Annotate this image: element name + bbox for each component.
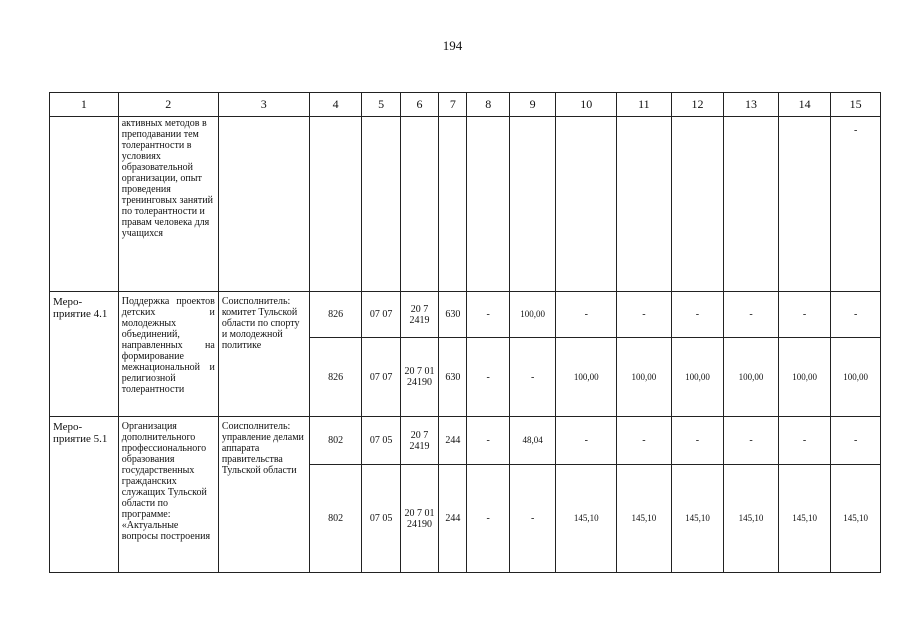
table-cell: 145,10 [831,465,881,573]
table-cell: 100,00 [831,338,881,417]
table-cell: 145,10 [556,465,617,573]
table-cell: 20 7 2419 [400,292,438,338]
header-cell: 4 [309,93,362,117]
co-executor: Соисполнитель: управление делами аппарата правительства Тульской области [218,417,309,573]
table-cell: 100,00 [724,338,779,417]
table-cell: - [831,292,881,338]
table-cell: 826 [309,292,362,338]
table-cell: 07 07 [362,292,400,338]
co-executor: Соисполнитель: комитет Тульской области по спорту и молодежной политике [218,292,309,417]
header-cell: 15 [831,93,881,117]
table-cell [617,117,672,292]
table-cell: - [617,417,672,465]
table-cell: - [671,417,724,465]
header-cell: 11 [617,93,672,117]
table-cell [467,117,509,292]
table-cell: 20 7 2419 [400,417,438,465]
table-cell: 100,00 [617,338,672,417]
table-cell [400,117,438,292]
table-cell [778,117,831,292]
table-cell: - [467,338,509,417]
page-number: 194 [442,38,463,53]
table-cell: 145,10 [778,465,831,573]
table-cell: 244 [439,465,467,573]
table-row-continuation [50,117,881,292]
table-cell: - [467,465,509,573]
header-cell: 8 [467,93,509,117]
header-cell: 12 [671,93,724,117]
table-cell [218,117,309,292]
table-cell [439,117,467,292]
table-cell [671,117,724,292]
table-cell: - [724,417,779,465]
table-cell [50,117,119,292]
table-cell: 07 05 [362,465,400,573]
table-cell [362,117,400,292]
table-cell: - [724,292,779,338]
table-row-measure-4-1 [50,292,881,338]
table-cell [509,117,556,292]
measure-description: Поддержка проектов детских и молодежных объединений, направленных на формирование межнациональной и религиозной толерантности [118,292,218,417]
table-cell: 07 05 [362,417,400,465]
header-cell: 6 [400,93,438,117]
table-cell: 48,04 [509,417,556,465]
table-cell: 826 [309,338,362,417]
measure-id: Меро-приятие 5.1 [50,417,119,573]
table-cell: - [831,417,881,465]
table-cell: - [509,465,556,573]
table-cell: 630 [439,338,467,417]
table-cell: - [509,338,556,417]
table-cell: 145,10 [724,465,779,573]
header-cell: 13 [724,93,779,117]
measure-description: Организация дополнительного профессионального образования государственных гражданских служащих Тульской области по программе: «Актуальные вопросы построения [118,417,218,573]
table-cell: 630 [439,292,467,338]
measure-description: активных методов в преподавании тем толерантности в условиях образовательной организации, опыт проведения тренинговых занятий по толерантности и правам человека для учащихся [118,117,218,292]
header-cell: 3 [218,93,309,117]
table-cell: 802 [309,417,362,465]
header-cell: 1 [50,93,119,117]
table-cell: 100,00 [671,338,724,417]
table-cell: - [467,417,509,465]
table-cell: 100,00 [509,292,556,338]
table-cell: - [556,417,617,465]
table-cell: - [778,417,831,465]
table-cell: - [671,292,724,338]
table-cell: 802 [309,465,362,573]
table-cell: - [617,292,672,338]
header-cell: 10 [556,93,617,117]
header-cell: 2 [118,93,218,117]
table-cell [309,117,362,292]
table-cell: 100,00 [556,338,617,417]
measure-id: Меро-приятие 4.1 [50,292,119,417]
table-cell: - [556,292,617,338]
table-cell: 07 07 [362,338,400,417]
header-cell: 14 [778,93,831,117]
table-cell: 20 7 01 24190 [400,465,438,573]
header-row [50,93,881,117]
table-cell: 20 7 01 24190 [400,338,438,417]
table-cell [556,117,617,292]
table-cell: 100,00 [778,338,831,417]
table-cell [724,117,779,292]
header-cell: 7 [439,93,467,117]
header-cell: 5 [362,93,400,117]
table-row-measure-5-1 [50,417,881,465]
table-cell: - [778,292,831,338]
table-cell: - [467,292,509,338]
table-cell: 145,10 [671,465,724,573]
table-cell: 244 [439,417,467,465]
header-cell: 9 [509,93,556,117]
budget-table [49,92,881,573]
table-cell: - [831,117,881,292]
table-cell: 145,10 [617,465,672,573]
